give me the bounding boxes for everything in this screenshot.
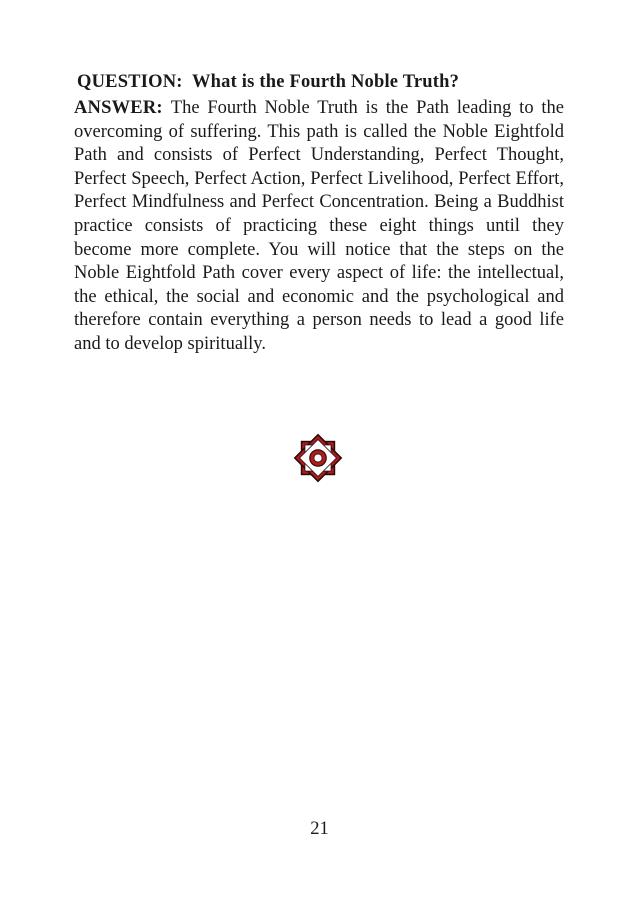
question-heading [77, 69, 567, 95]
answer-label: ANSWER: [74, 98, 163, 118]
answer-text: The Fourth Noble Truth is the Path leading to the overcoming of suffering. This path is called the Noble Eightfold Path and consists of Perfect Understanding, Perfect Thought, Perfect Speech, Perfect Action, Perfect Livelihood, Perfect Effort, Perfect Mindfulness and Perfect Concentration. Being a Buddhist practice consists of practicing these eight things until they become more complete. You will notice that the steps on the Noble Eightfold Path cover every aspect of life: the intellectual, the ethical, the social and economic and the psychological and therefore contain everything a person needs to lead a good life and to develop spiritually. [74, 98, 564, 354]
page-number: 21 [310, 819, 329, 839]
answer-paragraph [74, 97, 564, 357]
eight-pointed-star-icon [289, 429, 347, 487]
question-text: What is the Fourth Noble Truth? [191, 72, 460, 92]
question-label: QUESTION: [77, 72, 183, 92]
